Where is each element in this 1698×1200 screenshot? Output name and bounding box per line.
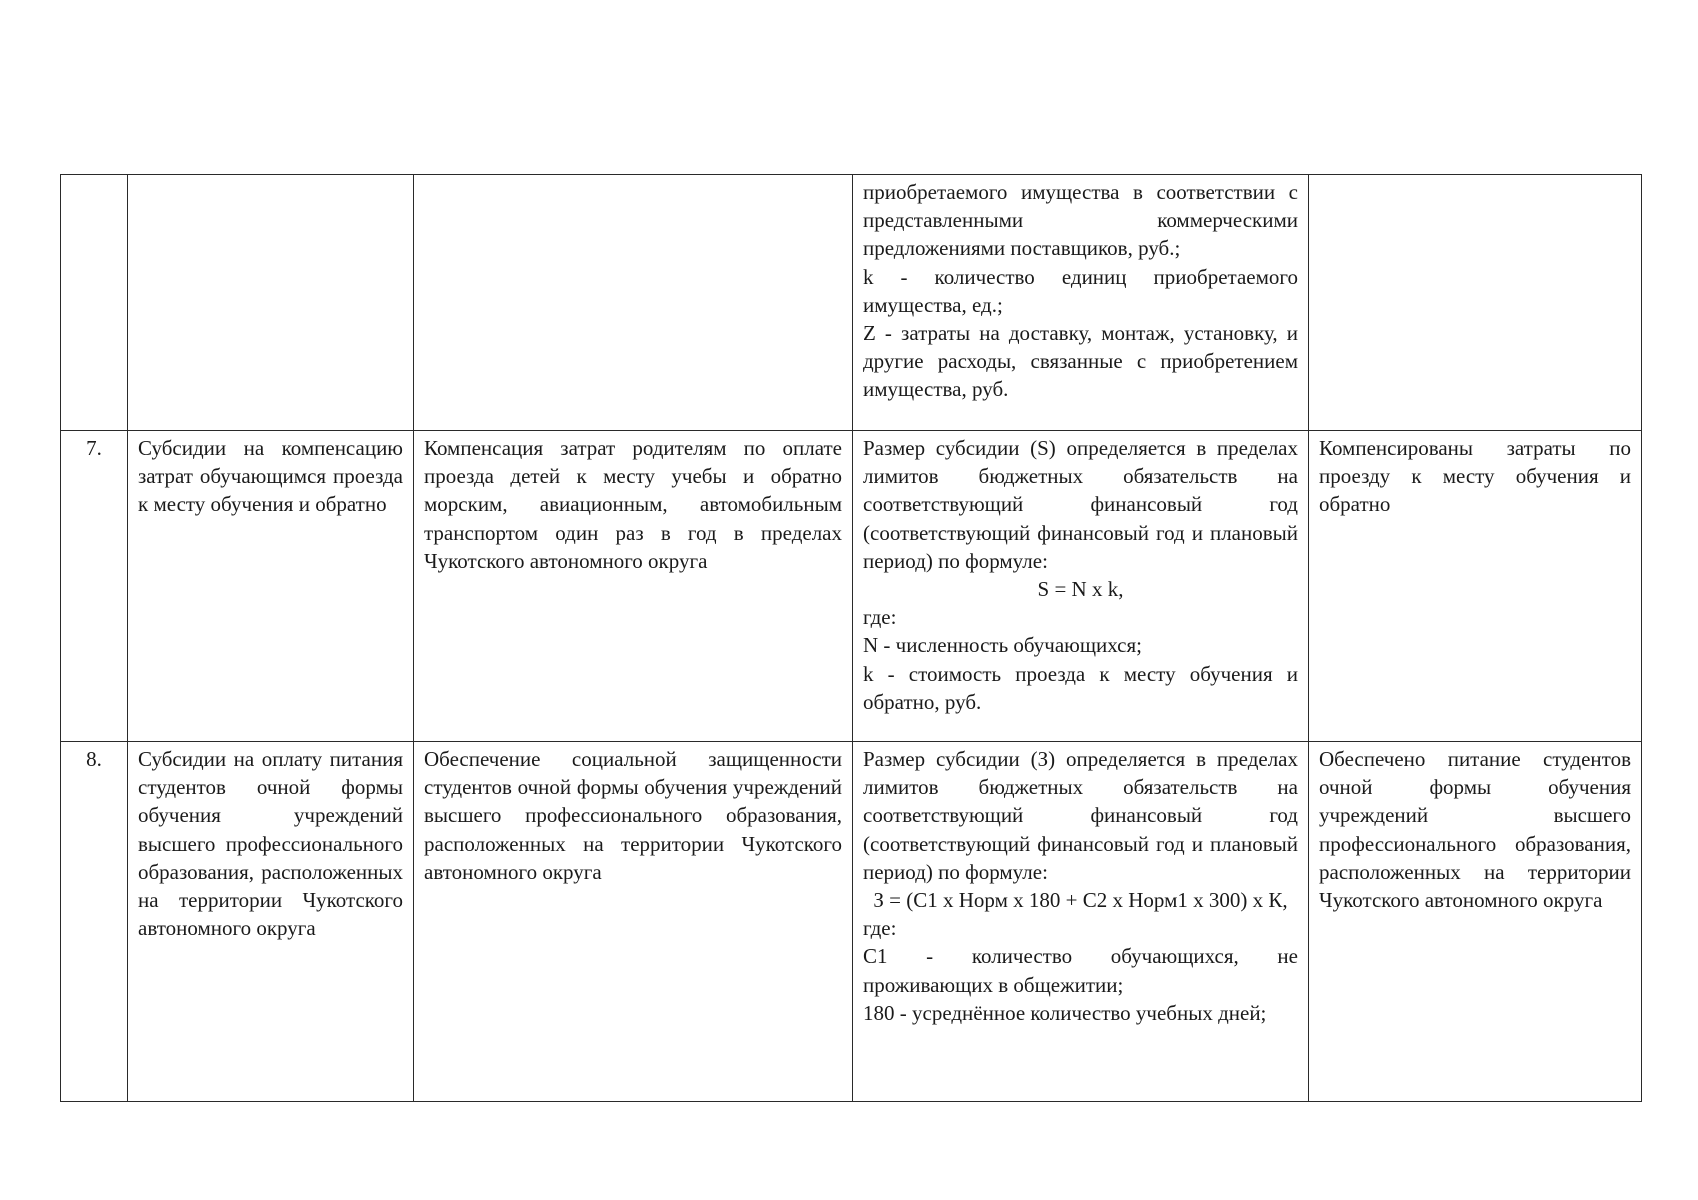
method-intro: Размер субсидии (З) определяется в пределах лимитов бюджетных обязательств на соответствующий финансовый год (соответствующий финансовый год и плановый период) по формуле:: [863, 747, 1298, 884]
method-definition: Z - затраты на доставку, монтаж, установку, и другие расходы, связанные с приобретением имущества, руб.: [863, 321, 1298, 402]
where-label: где:: [863, 916, 897, 941]
table-row-8: [61, 742, 1642, 1102]
row-number-cell: [61, 175, 128, 431]
row-number-cell: 7.: [61, 431, 128, 742]
method-definition: С1 - количество обучающихся, не проживающих в общежитии;: [863, 944, 1298, 997]
method-intro: Размер субсидии (S) определяется в пределах лимитов бюджетных обязательств на соответствующий финансовый год (соответствующий финансовый год и плановый период) по формуле:: [863, 436, 1298, 573]
method-definition: k - стоимость проезда к месту обучения и обратно, руб.: [863, 661, 1298, 714]
formula: З = (С1 х Норм х 180 + С2 х Норм1 х 300) х К,: [873, 888, 1288, 913]
subsidy-purpose-cell: Компенсация затрат родителям по оплате проезда детей к месту учебы и обратно морским, авиационным, автомобильным транспортом один раз в год в пределах Чукотского автономного округа: [414, 431, 853, 742]
method-definition: 180 - усреднённое количество учебных дней;: [863, 1000, 1267, 1025]
subsidy-purpose-cell: Обеспечение социальной защищенности студентов очной формы обучения учреждений высшего профессионального образования, расположенных на территории Чукотского автономного округа: [414, 742, 853, 1102]
subsidy-name-cell: Субсидии на компенсацию затрат обучающимся проезда к месту обучения и обратно: [128, 431, 414, 742]
calculation-method-cell: [853, 431, 1309, 742]
document-table: [60, 174, 1642, 1102]
subsidy-purpose-cell: [414, 175, 853, 431]
subsidy-name-cell: Субсидии на оплату питания студентов очной формы обучения учреждений высшего профессионального образования, расположенных на территории Чукотского автономного округа: [128, 742, 414, 1102]
calculation-method-cell: [853, 742, 1309, 1102]
expected-result-cell: [1309, 175, 1642, 431]
method-text: приобретаемого имущества в соответствии с представленными коммерческими предложениями поставщиков, руб.;: [863, 180, 1298, 261]
expected-result-cell: Обеспечено питание студентов очной формы обучения учреждений высшего профессионального образования, расположенных на территории Чукотского автономного округа: [1309, 742, 1642, 1102]
where-label: где:: [863, 605, 897, 630]
table-row-7: [61, 431, 1642, 742]
calculation-method-cell: [853, 175, 1309, 431]
subsidy-name-cell: [128, 175, 414, 431]
formula: S = N x k,: [1037, 577, 1124, 602]
method-definition: N - численность обучающихся;: [863, 633, 1142, 658]
expected-result-cell: Компенсированы затраты по проезду к месту обучения и обратно: [1309, 431, 1642, 742]
row-number-cell: 8.: [61, 742, 128, 1102]
method-definition: k - количество единиц приобретаемого имущества, ед.;: [863, 264, 1298, 317]
table-row-continuation: [61, 175, 1642, 431]
